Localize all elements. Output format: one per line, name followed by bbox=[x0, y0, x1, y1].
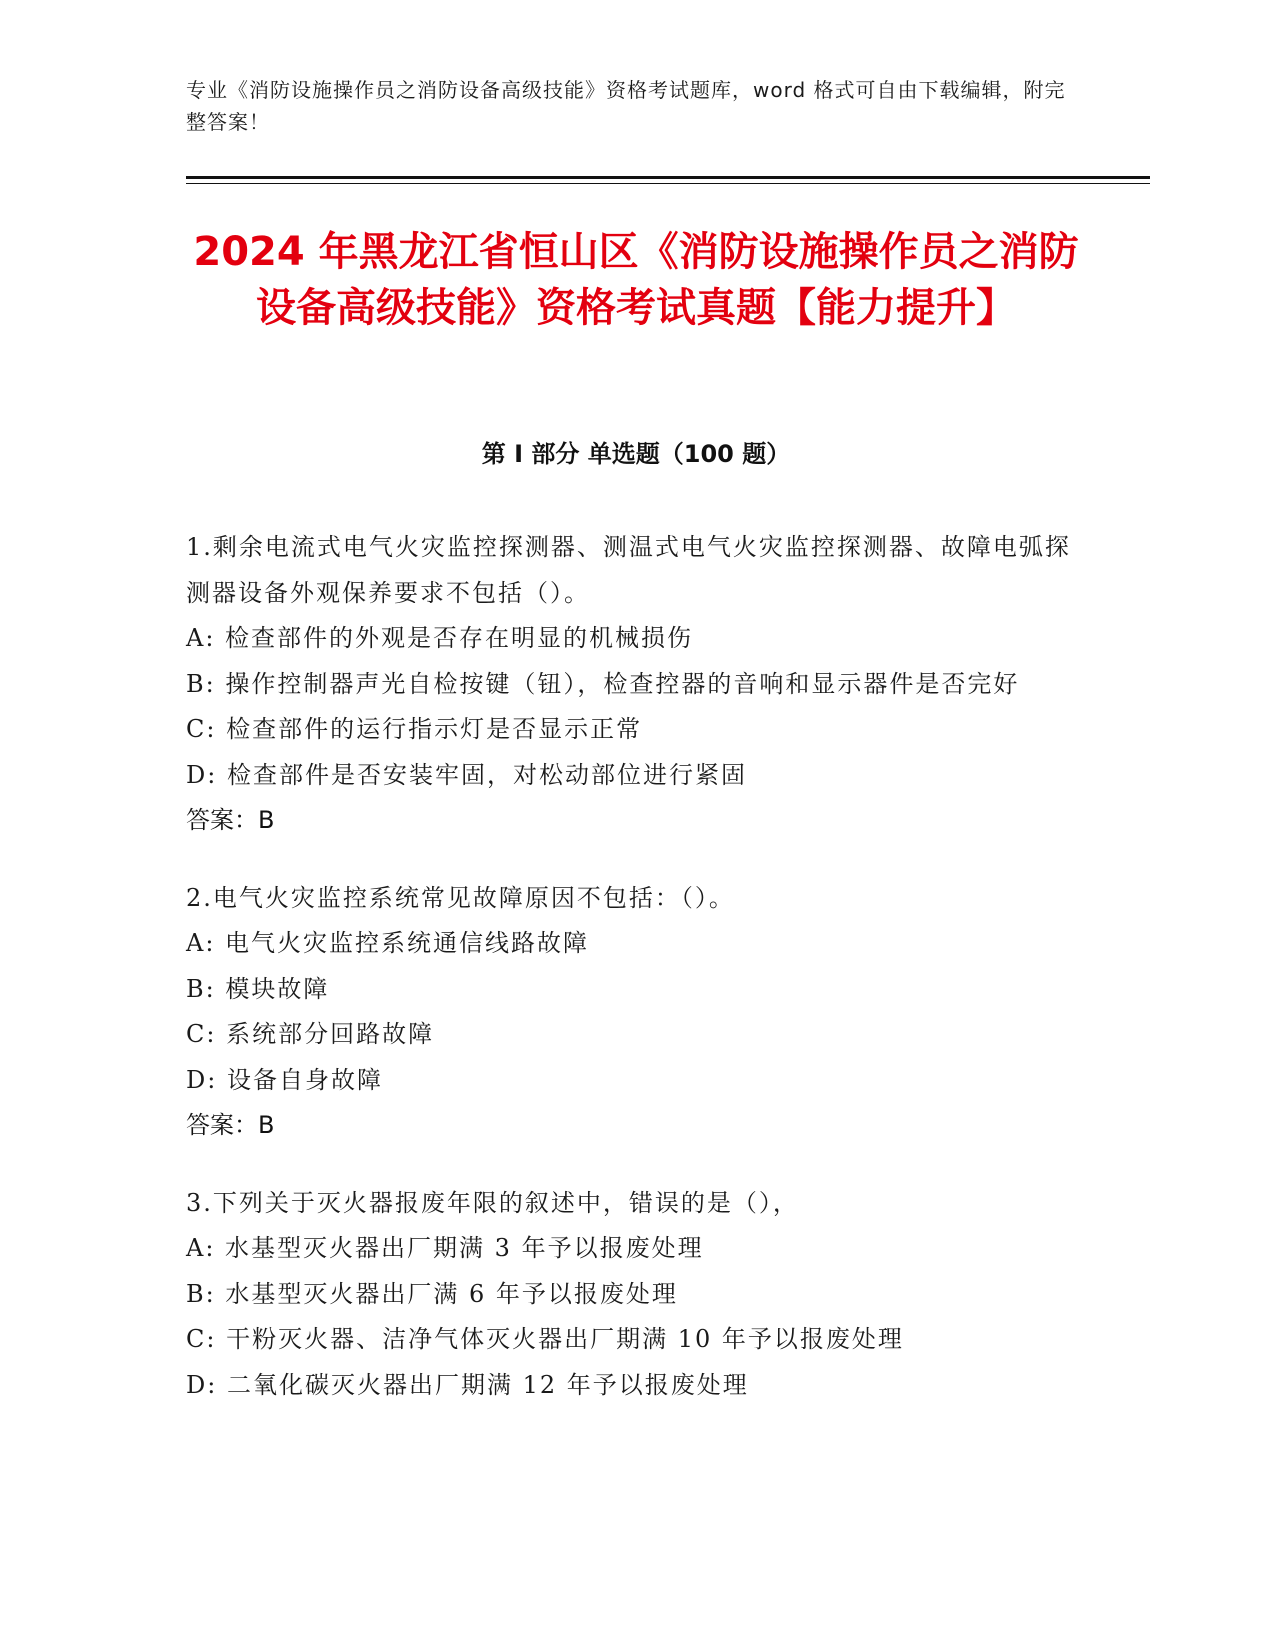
header-divider-thick bbox=[186, 176, 1150, 179]
question-3 bbox=[186, 1181, 1076, 1409]
option-b: B: 水基型灭火器出厂满 6 年予以报废处理 bbox=[186, 1279, 678, 1308]
option-d: D: 二氧化碳灭火器出厂期满 12 年予以报废处理 bbox=[186, 1370, 749, 1399]
option-c: C: 系统部分回路故障 bbox=[186, 1020, 435, 1048]
answer: 答案：B bbox=[186, 806, 275, 834]
question-list bbox=[186, 525, 1076, 1440]
option-b: B: 操作控制器声光自检按键（钮），检查控器的音响和显示器件是否完好 bbox=[186, 669, 1020, 698]
option-b: B: 模块故障 bbox=[186, 974, 330, 1003]
option-a: A: 电气火灾监控系统通信线路故障 bbox=[186, 929, 590, 957]
option-d: D: 设备自身故障 bbox=[186, 1065, 383, 1094]
section-title: 第 I 部分 单选题（100 题） bbox=[481, 440, 791, 468]
question-stem: 1.剩余电流式电气火灾监控探测器、测温式电气火灾监控探测器、故障电弧探测器设备外观保养要求不包括（）。 bbox=[186, 533, 1071, 607]
option-c: C: 干粉灭火器、洁净气体灭火器出厂期满 10 年予以报废处理 bbox=[186, 1325, 904, 1353]
document-title: 2024 年黑龙江省恒山区《消防设施操作员之消防设备高级技能》资格考试真题【能力提升】 bbox=[193, 229, 1079, 331]
option-a: A: 水基型灭火器出厂期满 3 年予以报废处理 bbox=[186, 1234, 704, 1262]
option-c: C: 检查部件的运行指示灯是否显示正常 bbox=[186, 715, 643, 743]
option-a: A: 检查部件的外观是否存在明显的机械损伤 bbox=[186, 624, 694, 652]
header-divider-thin bbox=[186, 183, 1150, 184]
option-d: D: 检查部件是否安装牢固，对松动部位进行紧固 bbox=[186, 760, 747, 789]
question-2 bbox=[186, 876, 1076, 1149]
answer: 答案：B bbox=[186, 1111, 275, 1139]
question-stem: 3.下列关于灭火器报废年限的叙述中，错误的是（）， bbox=[186, 1188, 799, 1217]
header-note: 专业《消防设施操作员之消防设备高级技能》资格考试题库，word 格式可自由下载编辑，附完整答案！ bbox=[186, 78, 1066, 134]
question-stem: 2.电气火灾监控系统常见故障原因不包括：（）。 bbox=[186, 883, 735, 912]
question-1 bbox=[186, 525, 1076, 844]
